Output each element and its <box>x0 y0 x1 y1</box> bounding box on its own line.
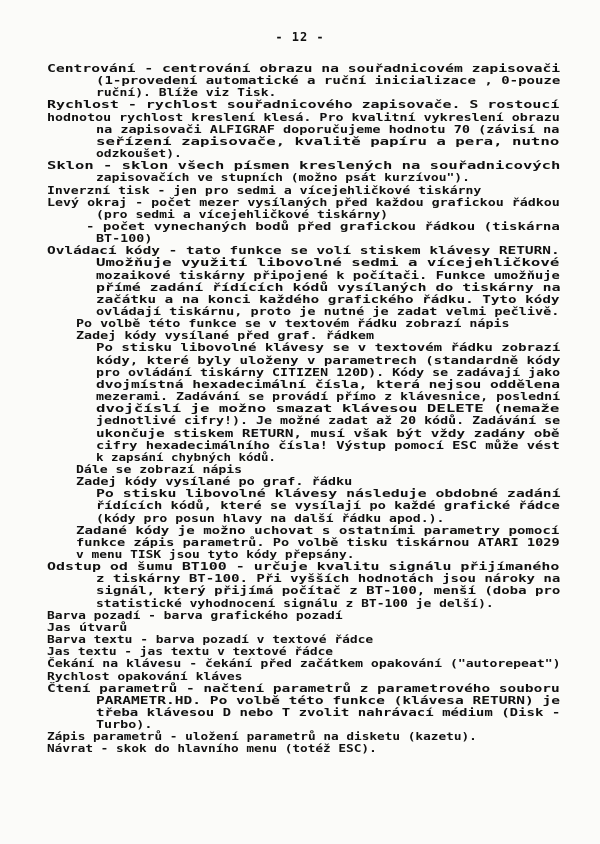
text-line: Inverzní tisk - jen pro sedmi a vícejehličkové tiskárny <box>47 183 482 197</box>
text-line: Odstup od šumu BT100 - určuje kvalitu signálu přijímaného <box>47 560 560 574</box>
text-line: Barva textu - barva pozadí v textové řádce <box>47 633 374 647</box>
text-line: přímé zadání řídících kódů vysílaných do tiskárny na <box>96 280 561 294</box>
text-line: Dále se zobrazí nápis <box>76 462 243 476</box>
text-line: Umožňuje využití libovolné sedmi a vícejehličkové <box>96 256 560 270</box>
text-line: Jas útvarů <box>47 620 128 634</box>
text-line: Rychlost - rychlost souřadnicového zapisovače. S rostoucí <box>47 98 560 112</box>
text-line: Po stisku libovolné klávesy následuje obdobné zadání <box>96 487 561 501</box>
text-line: začátku a na konci každého grafického řádku. Tyto kódy <box>96 292 560 306</box>
text-line: Rychlost opakování kláves <box>47 669 243 683</box>
text-line: řídících kódů, které se vysílají po každé grafické řádce <box>96 499 560 513</box>
page-number: - 12 - <box>275 30 325 44</box>
text-line: PARAMETR.HD. Po volbě této funkce (klávesa RETURN) je <box>96 693 560 707</box>
text-line: odzkoušet). <box>96 147 182 161</box>
text-line: Po stisku libovolné klávesy se v textovém řádku zobrazí <box>96 341 561 355</box>
text-line: zapisovačích ve stupních (možno psát kurzívou"). <box>96 171 470 185</box>
text-line: třeba klávesou D nebo T zvolit nahrávací médium (Disk - <box>96 705 561 719</box>
text-line: Návrat - skok do hlavního menu (totéž ESC). <box>47 742 377 756</box>
text-line: Ovládací kódy - tato funkce se volí stiskem klávesy RETURN. <box>47 244 560 258</box>
text-line: - počet vynechaných bodů před grafickou řádkou (tiskárna <box>86 219 560 233</box>
text-line: ovládají tiskárnu, proto je nutné je zadat velmi pečlivě. <box>96 305 560 318</box>
text-line: k zapsání chybných kódů. <box>96 450 276 464</box>
text-line: mezerami. Zadávání se provádí přímo z klávesnice, poslední <box>96 390 561 404</box>
text-line: Po volbě této funkce se v textovém řádku zobrazí nápis <box>76 317 510 331</box>
text-line: Čekání na klávesu - čekání před začátkem opakování ("autorepeat") <box>47 657 561 671</box>
text-line: (1-provedení automatické a ruční inicializace , 0-pouze <box>96 74 561 88</box>
text-line: v menu TISK jsou tyto kódy přepsány. <box>76 548 355 561</box>
text-line: Zadej kódy vysílané po graf. řádku <box>76 475 353 489</box>
text-line: Jas textu - jas textu v textové řádce <box>47 645 334 659</box>
text-line: cifry hexadecimálního čísla! Výstup pomocí ESC může vést <box>96 438 560 452</box>
text-line: Zadané kódy je možno uchovat s ostatními parametry pomocí <box>76 523 560 537</box>
text-line: jednotlivé cifry!). Je možné zadat až 20 kódů. Zadávání se <box>96 414 561 428</box>
text-line: Čtení parametrů - načtení parametrů z parametrového souboru <box>47 681 560 695</box>
text-line: funkce zápis parametrů. Po volbě tisku tiskárnou ATARI 1029 <box>76 535 560 549</box>
text-line: mozaikové tiskárny připojené k počítači. Funkce umožňuje <box>96 268 560 282</box>
text-line: Levý okraj - počet mezer vysílaných před každou grafickou řádkou <box>47 195 560 209</box>
text-line: dvojmístná hexadecimální čísla, která nejsou oddělena <box>96 377 560 391</box>
text-line: signál, který přijímá počítač z BT-100, menší (doba pro <box>96 584 561 598</box>
text-line: BT-100) <box>96 232 153 246</box>
text-line: dvojčíslí je možno smazat klávesou DELETE (nemaže <box>96 402 560 416</box>
text-line: (pro sedmi a vícejehličkové tiskárny) <box>96 207 389 221</box>
text-line: Turbo). <box>96 718 153 732</box>
text-line: hodnotou rychlost kreslení klesá. Pro kvalitní vykreslení obrazu <box>47 110 560 124</box>
text-line: (kódy pro posun hlavy na další řádku apod.). <box>96 511 445 525</box>
text-line: Sklon - sklon všech písmen kreslených na souřadnicových <box>47 159 561 173</box>
text-line: z tiskárny BT-100. Při vyšších hodnotách jsou nároky na <box>96 572 561 586</box>
text-line: statistické vyhodnocení signálu z BT-100 je delší). <box>96 596 494 610</box>
text-line: pro ovládání tiskárny CITIZEN 120D). Kódy se zadávají jako <box>96 365 561 379</box>
text-line: ruční). Blíže viz Tisk. <box>96 86 277 100</box>
text-line: Barva pozadí - barva grafického pozadí <box>47 608 343 622</box>
text-line: seřízení zapisovače, kvalitě papíru a pera, nutno <box>96 134 560 148</box>
text-line: ukončuje stiskem RETURN, musí však být vždy zadány obě <box>96 426 560 440</box>
text-line: Zadej kódy vysílané před graf. řádkem <box>76 329 375 343</box>
text-line: Zápis parametrů - uložení parametrů na disketu (kazetu). <box>47 730 477 744</box>
text-line: na zapisovači ALFIGRAF doporučujeme hodnotu 70 (závisí na <box>96 122 560 136</box>
text-line: kódy, které byly uloženy v parametrech (standardně kódy <box>96 353 561 367</box>
text-line: Centrování - centrování obrazu na souřadnicovém zapisovači <box>47 62 561 75</box>
